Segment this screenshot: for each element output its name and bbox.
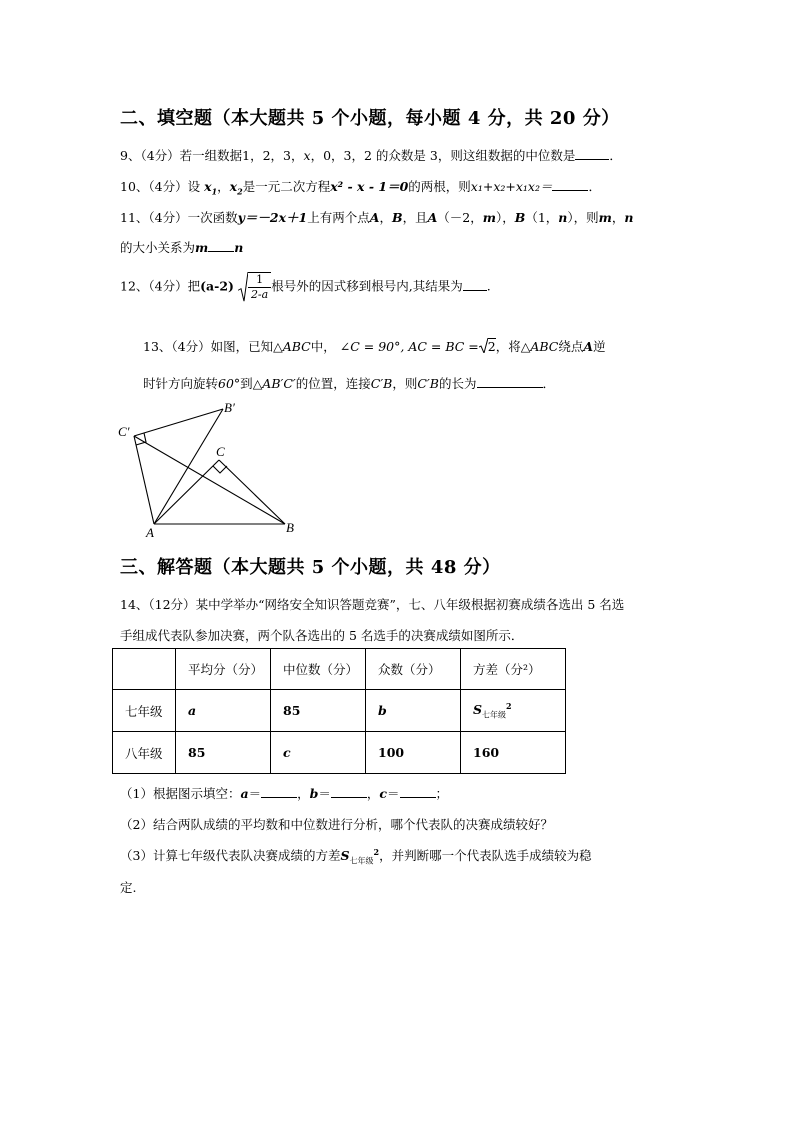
mode-cell: b — [366, 690, 461, 732]
q14-p3-variance-sub: 七年级 — [349, 856, 374, 866]
label-c: C — [216, 444, 225, 459]
q14-p1-eq-1: ＝ — [248, 786, 262, 801]
q14-number: 14、（12分） — [120, 597, 196, 612]
grade-cell: 七年级 — [113, 690, 176, 732]
label-a: A — [146, 525, 154, 540]
table-header-cell: 中位数（分） — [271, 649, 366, 690]
q14-p1-comma-2: ， — [366, 786, 380, 801]
label-b: B — [286, 520, 294, 535]
section-2-title: 二、填空题（本大题共 5 个小题，每小题 4 分，共 20 分） — [120, 108, 620, 129]
mean-cell: 85 — [176, 732, 271, 774]
right-angle-mark-c — [213, 466, 227, 473]
q14-part-3 — [120, 846, 592, 867]
q11-number: 11、（4分） — [120, 210, 188, 225]
variance-cell: 160 — [461, 732, 566, 774]
q14-p1-var-a: a — [240, 786, 249, 801]
q13-point-a: A — [583, 339, 594, 354]
q9-text-b: ，0，3，2 的众数是 3，则这组数据的中位数是 — [310, 148, 576, 163]
q13-root-value: 2 — [487, 339, 496, 354]
question-13-line1 — [143, 337, 606, 355]
q11-coord-a: （－2， — [437, 210, 483, 225]
table-header-cell — [113, 649, 176, 690]
q12-factor: (a-2) — [200, 278, 234, 294]
q14-p1-eq-2: ＝ — [318, 786, 331, 801]
q9-text-a: 若一组数据1，2，3， — [179, 148, 304, 163]
q13-text-d: 绕点 — [558, 339, 584, 354]
q11-var-m-3: m — [195, 240, 209, 255]
q11-var-m: m — [482, 210, 496, 225]
q13-text-e: 逆 — [593, 339, 606, 354]
q14-p1-end: ； — [435, 786, 449, 801]
q13-text-i: ，则 — [392, 376, 418, 391]
q13-text-c: ，将 — [495, 339, 521, 354]
q14-p1-var-c: c — [379, 786, 388, 801]
q12-text-a: 把 — [187, 278, 201, 294]
q9-end: ． — [609, 148, 622, 163]
q13-end: ． — [542, 376, 556, 391]
q13-number: 13、（4分） — [143, 339, 211, 354]
q13-triangle-3: △AB′C′ — [252, 376, 296, 391]
q14-part-2: （2）结合两队成绩的平均数和中位数进行分析，哪个代表队的决赛成绩较好？ — [120, 817, 553, 832]
q10-x2-sub: 2 — [237, 186, 243, 197]
q11-close-2: ），则 — [567, 210, 599, 225]
q13-segment-2: C′B — [417, 376, 439, 391]
q12-fraction — [248, 273, 271, 302]
q10-x2 — [229, 179, 243, 197]
q13-text-a: 如图，已知 — [210, 339, 274, 354]
q12-radicand — [248, 272, 271, 302]
q14-part-3-line2: 定. — [120, 880, 137, 895]
q10-end: ． — [588, 179, 601, 194]
q13-triangle-2: △ABC — [520, 339, 559, 354]
q14-part-1 — [120, 784, 448, 802]
q11-point-a-2: A — [427, 210, 438, 225]
q14-answer-a-blank[interactable] — [261, 786, 297, 798]
q13-degree: 60° — [218, 376, 241, 391]
q11-var-n: n — [558, 210, 568, 225]
median-cell: c — [271, 732, 366, 774]
q13-geometry-figure — [112, 398, 312, 540]
q10-x1 — [204, 179, 218, 197]
question-10 — [120, 177, 601, 197]
section-3-title: 三、解答题（本大题共 5 个小题，共 48 分） — [120, 557, 501, 578]
q11-point-b: B — [391, 210, 403, 225]
q14-text-line1: 某中学举办“网络安全知识答题竞赛”，七、八年级根据初赛成绩各选出 5 名选 — [195, 597, 625, 612]
q13-sqrt — [479, 339, 496, 354]
q11-var-n-2: n — [624, 210, 634, 225]
q11-text-b: 上有两个点 — [307, 210, 370, 225]
q11-text-c: ，且 — [402, 210, 428, 225]
variance-symbol: S — [473, 701, 483, 717]
q14-p3-text-b: ，并判断哪一个代表队选手成绩较为稳 — [379, 848, 592, 863]
q14-answer-b-blank[interactable] — [331, 786, 367, 798]
radical-sign-icon — [238, 272, 248, 302]
q11-line2-text: 的大小关系为 — [120, 240, 196, 255]
q11-comma-1: ， — [379, 210, 392, 225]
q10-x2-var: x — [229, 179, 238, 194]
q10-x1-var: x — [204, 179, 212, 194]
grade-cell: 八年级 — [113, 732, 176, 774]
q13-text-g: 到 — [240, 376, 253, 391]
label-b-prime: B′ — [224, 400, 235, 415]
q9-var-x: x — [303, 148, 311, 163]
q12-answer-blank[interactable] — [463, 279, 487, 291]
q10-text-b: 是一元二次方程 — [242, 179, 331, 194]
q13-segment-1: C′B — [370, 376, 393, 391]
q13-triangle-1: △ABC — [273, 339, 311, 354]
q13-angle: ∠C = 90°, — [339, 339, 405, 354]
q12-text-b: 根号外的因式移到根号内,其结果为 — [271, 278, 463, 294]
q12-frac-num: 1 — [248, 273, 271, 288]
median-cell: 85 — [271, 690, 366, 732]
variance-sup: 2 — [506, 700, 512, 711]
q11-var-m-2: m — [598, 210, 612, 225]
mode-cell: 100 — [366, 732, 461, 774]
q9-answer-blank[interactable] — [575, 148, 609, 160]
question-12 — [120, 272, 491, 302]
table-header-row — [113, 649, 566, 690]
q10-answer-blank[interactable] — [552, 179, 588, 191]
table-header-cell: 众数（分） — [366, 649, 461, 690]
variance-cell — [461, 690, 566, 732]
q11-close-1: ）， — [495, 210, 515, 225]
question-14-line2: 手组成代表队参加决赛，两个队各选出的 5 名选手的决赛成绩如图所示． — [120, 628, 524, 643]
q14-p3-variance-symbol: S — [340, 848, 350, 863]
q12-number: 12、（4分） — [120, 278, 188, 294]
q11-point-a: A — [369, 210, 380, 225]
segment-cprime-b — [134, 436, 285, 524]
segment-a-cprime — [134, 436, 154, 524]
segment-c-b — [219, 460, 285, 524]
q9-number: 9、（4分） — [120, 148, 180, 163]
q13-equation: AC = BC = — [408, 339, 479, 354]
q14-answer-c-blank[interactable] — [400, 786, 436, 798]
q10-text-a: 设 — [187, 179, 201, 194]
q10-number: 10、（4分） — [120, 179, 188, 194]
table-header-cell: 平均分（分） — [176, 649, 271, 690]
q11-text-a: 一次函数 — [187, 210, 238, 225]
question-11-line1 — [120, 208, 633, 226]
radical-sign-icon — [479, 338, 488, 353]
q10-equation: x² - x - 1＝0 — [330, 179, 409, 194]
question-13-line2 — [143, 374, 555, 392]
q14-p1-text: （1）根据图示填空： — [120, 786, 241, 801]
q10-text-c: 的两根，则 — [408, 179, 471, 194]
q13-text-f: 时针方向旋转 — [143, 376, 219, 391]
q10-expression: x₁+x₂+x₁x₂＝ — [470, 179, 553, 194]
q11-var-n-3: n — [234, 240, 244, 255]
table-row — [113, 690, 566, 732]
mean-cell: a — [176, 690, 271, 732]
question-9 — [120, 146, 622, 164]
q13-text-b: 中， — [310, 339, 336, 354]
score-table — [112, 648, 566, 774]
table-row — [113, 732, 566, 774]
q12-end: . — [486, 278, 491, 294]
question-14-line1 — [120, 595, 624, 613]
q10-x1-sub: 1 — [211, 186, 218, 197]
q12-sqrt — [238, 272, 271, 302]
q12-frac-den: 2-a — [250, 288, 269, 301]
table-header-cell: 方差（分²） — [461, 649, 566, 690]
q14-p3-text: （3）计算七年级代表队决赛成绩的方差 — [120, 848, 341, 863]
q14-p1-var-b: b — [309, 786, 319, 801]
q11-answer-blank[interactable] — [208, 240, 234, 252]
q14-p1-comma-1: ， — [297, 786, 310, 801]
q14-p1-eq-3: ＝ — [387, 786, 400, 801]
question-11-line2 — [120, 238, 243, 256]
q11-coord-b: （1， — [525, 210, 559, 225]
q11-function: y＝－2x＋1 — [237, 210, 308, 225]
label-c-prime: C′ — [118, 424, 130, 439]
q13-text-j: 的长为 — [438, 376, 477, 391]
q13-answer-blank[interactable] — [477, 376, 543, 388]
q11-point-b-2: B — [514, 210, 526, 225]
q11-comma-2: ， — [611, 210, 625, 225]
q13-text-h: 的位置，连接 — [295, 376, 371, 391]
q10-sep: ， — [217, 179, 230, 194]
variance-sub: 七年级 — [482, 710, 507, 720]
q14-p3-variance-sup: 2 — [373, 846, 380, 857]
